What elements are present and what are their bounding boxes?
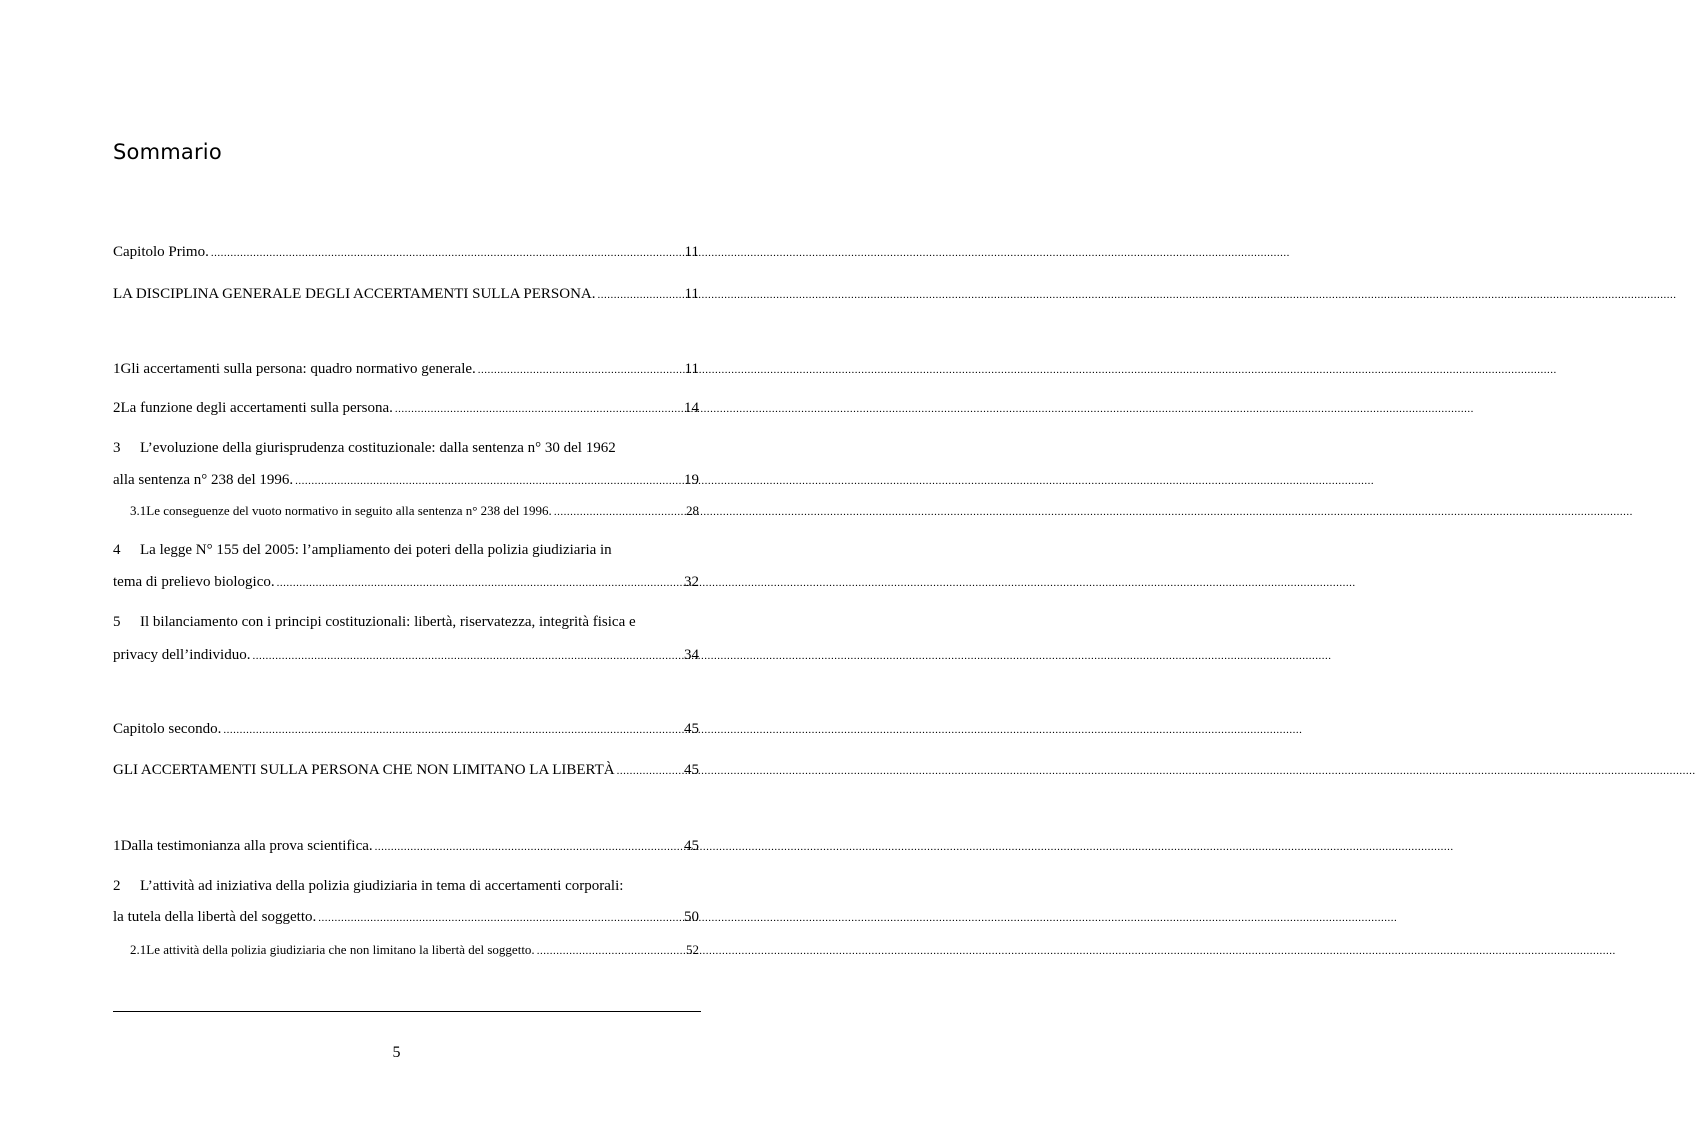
leader-dots <box>252 646 682 666</box>
toc-page-number: 32 <box>684 574 699 590</box>
toc-entry-chapter-1-title[interactable] <box>113 284 699 305</box>
leader-dots <box>554 502 684 522</box>
toc-entry-chapter-2-section-1[interactable] <box>113 836 699 857</box>
leader-dots <box>295 471 682 491</box>
toc-entry-text: Capitolo Primo. <box>113 244 209 260</box>
leader-dots <box>211 243 683 263</box>
toc-entry-section-3-continuation[interactable] <box>113 470 699 491</box>
toc-entry-text: L’evoluzione della giurisprudenza costituzionale: dalla sentenza n° 30 del 1962 <box>140 440 616 456</box>
leader-dots <box>395 399 682 419</box>
toc-page-number: 34 <box>684 647 699 663</box>
toc-section-number: 3.1 <box>130 503 147 518</box>
leader-dots <box>318 908 682 928</box>
toc-section-number: 3 <box>113 440 121 456</box>
toc-entry-text: Le conseguenze del vuoto normativo in seguito alla sentenza n° 238 del 1996. <box>146 503 552 518</box>
toc-entry-section-4[interactable] <box>113 540 699 560</box>
toc-page-number: 11 <box>684 361 699 377</box>
toc-page-number: 45 <box>684 721 699 737</box>
toc-entry-section-3[interactable] <box>113 438 699 458</box>
toc-entry-text: L’attività ad iniziativa della polizia giudiziaria in tema di accertamenti corporali: <box>140 878 624 894</box>
toc-page-number: 52 <box>686 942 699 957</box>
toc-page-number: 19 <box>684 472 699 488</box>
toc-entry-chapter-2[interactable] <box>113 719 699 740</box>
toc-entry-text: Gli accertamenti sulla persona: quadro normativo generale. <box>120 361 476 377</box>
toc-page-number: 11 <box>684 286 699 302</box>
toc-section-number: 2.1 <box>130 942 147 957</box>
leader-dots <box>223 720 682 740</box>
toc-section-number: 5 <box>113 614 121 630</box>
toc-entry-chapter-1[interactable] <box>113 242 699 263</box>
toc-page-number: 45 <box>684 762 699 778</box>
toc-entry-text-continuation: la tutela della libertà del soggetto. <box>113 909 317 925</box>
toc-section-number: 1 <box>113 838 121 854</box>
toc-page-number: 14 <box>684 400 699 416</box>
toc-section-number: 1 <box>113 361 121 377</box>
toc-entry-chapter-2-section-2-1[interactable] <box>130 940 699 961</box>
toc-entry-section-5-continuation[interactable] <box>113 645 699 666</box>
toc-entry-text-continuation: tema di prelievo biologico. <box>113 574 275 590</box>
toc-entry-chapter-2-section-2-continuation[interactable] <box>113 907 699 928</box>
footer-page-number: 5 <box>392 1044 401 1061</box>
toc-entry-section-4-continuation[interactable] <box>113 572 699 593</box>
leader-dots <box>375 837 682 857</box>
leader-dots <box>617 761 682 781</box>
leader-dots <box>597 285 682 305</box>
toc-page-number: 11 <box>684 244 699 260</box>
toc-section-number: 2 <box>113 878 121 894</box>
toc-entry-text: GLI ACCERTAMENTI SULLA PERSONA CHE NON LIMITANO LA LIBERTÀ <box>113 762 615 778</box>
toc-entry-text: LA DISCIPLINA GENERALE DEGLI ACCERTAMENTI SULLA PERSONA. <box>113 286 596 302</box>
toc-entry-text: Le attività della polizia giudiziaria che non limitano la libertà del soggetto. <box>146 942 535 957</box>
leader-dots <box>537 941 684 961</box>
leader-dots <box>478 360 683 380</box>
toc-entry-chapter-2-section-2[interactable] <box>113 876 699 896</box>
toc-entry-section-5[interactable] <box>113 612 699 632</box>
leader-dots <box>277 573 682 593</box>
toc-entry-text: Il bilanciamento con i principi costituzionali: libertà, riservatezza, integrità fisica e <box>140 614 636 630</box>
toc-entry-text-continuation: alla sentenza n° 238 del 1996. <box>113 472 294 488</box>
toc-section-number: 4 <box>113 542 121 558</box>
toc-entry-section-1[interactable] <box>113 359 699 380</box>
toc-entry-text-continuation: privacy dell’individuo. <box>113 647 251 663</box>
toc-entry-section-2[interactable] <box>113 398 699 419</box>
toc-entry-text: Dalla testimonianza alla prova scientifica. <box>120 838 373 854</box>
footer-rule <box>113 1011 701 1012</box>
toc-section-number: 2 <box>113 400 121 416</box>
toc-entry-text: La legge N° 155 del 2005: l’ampliamento dei poteri della polizia giudiziaria in <box>140 542 612 558</box>
toc-entry-section-3-1[interactable] <box>130 501 699 522</box>
toc-entry-text: Capitolo secondo. <box>113 721 222 737</box>
toc-entry-chapter-2-title[interactable] <box>113 760 699 781</box>
toc-page-number: 50 <box>684 909 699 925</box>
toc-page-number: 28 <box>686 503 699 518</box>
toc-entry-text: La funzione degli accertamenti sulla persona. <box>120 400 393 416</box>
toc-page-number: 45 <box>684 838 699 854</box>
page-title: Sommario <box>113 140 222 164</box>
